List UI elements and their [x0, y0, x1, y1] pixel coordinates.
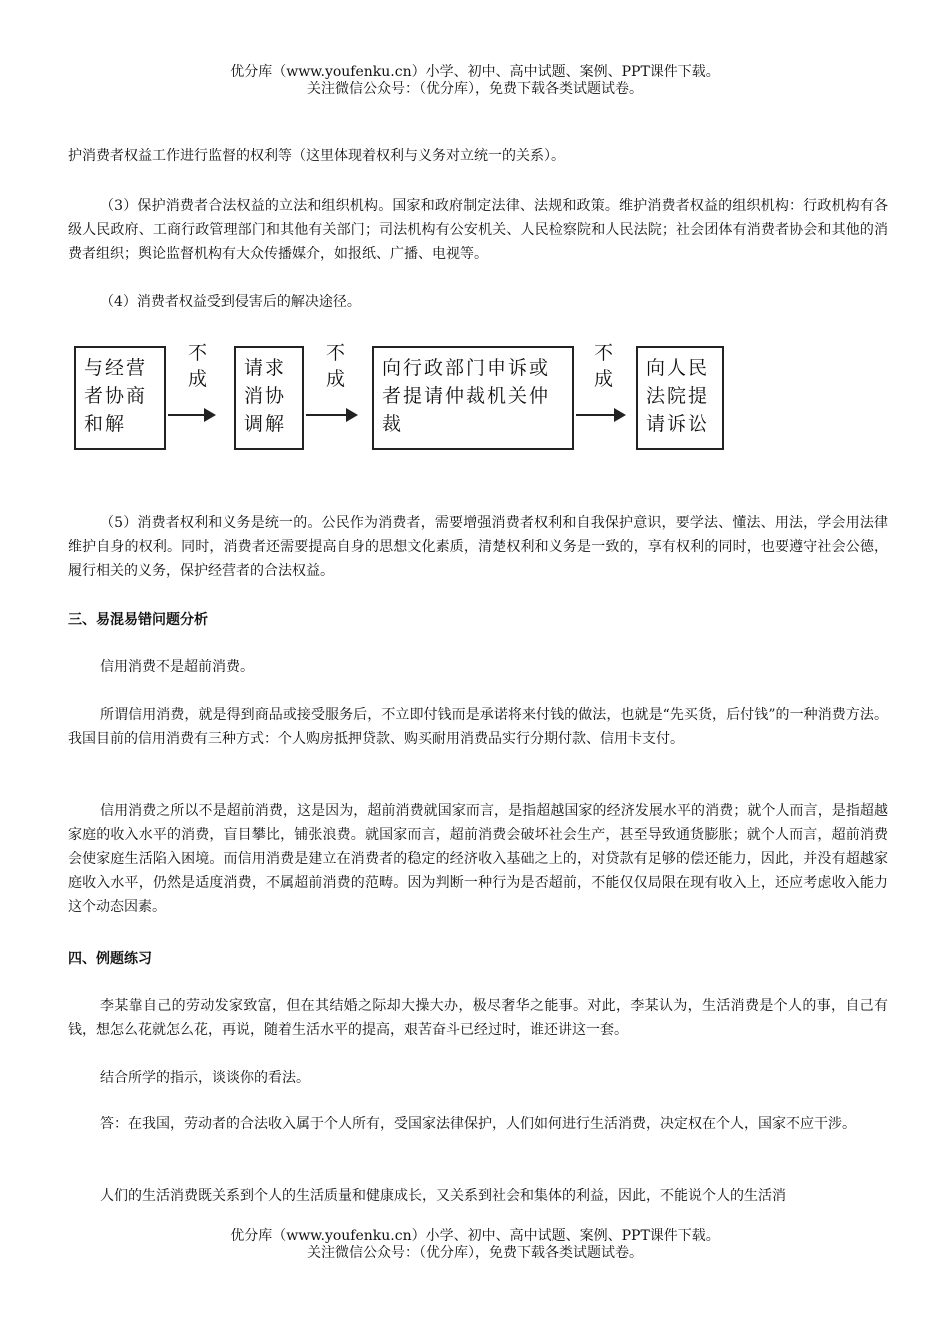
page-header	[0, 64, 950, 98]
section-4-title: 四、例题练习	[68, 951, 152, 967]
flow-label-2: 不成	[326, 342, 346, 390]
flow-box-court: 向人民法院提请诉讼	[636, 346, 724, 450]
header-line-1: 优分库（www.youfenku.cn）小学、初中、高中试题、案例、PPT课件下载。	[230, 64, 720, 80]
flow-arrow-2	[306, 414, 356, 416]
footer-line-2: 关注微信公众号：（优分库），免费下载各类试题试卷。	[307, 1245, 643, 1261]
paragraph-intro: 护消费者权益工作进行监督的权利等（这里体现着权利与义务对立统一的关系）。	[68, 148, 565, 164]
page-footer	[0, 1228, 950, 1262]
section-4-paragraph-1: 李某靠自己的劳动发家致富，但在其结婚之际却大操大办，极尽奢华之能事。对此，李某认为，生活消费是个人的事，自己有钱，想怎么花就怎么花，再说，随着生活水平的提高，艰苦奋斗已经过时，谁还讲这一套。	[68, 998, 888, 1038]
section-4-paragraph-4: 人们的生活消费既关系到个人的生活质量和健康成长，又关系到社会和集体的利益，因此，不能说个人的生活消	[100, 1188, 786, 1204]
paragraph-5: （5）消费者权利和义务是统一的。公民作为消费者，需要增强消费者权利和自我保护意识，要学法、懂法、用法，学会用法律维护自身的权利。同时，消费者还需要提高自身的思想文化素质，清楚权利和义务是一致的，享有权利的同时，也要遵守社会公德，履行相关的义务，保护经营者的合法权益。	[68, 515, 888, 579]
paragraph-4: （4）消费者权益受到侵害后的解决途径。	[100, 294, 361, 310]
flow-arrow-1	[168, 414, 214, 416]
paragraph-3: （3）保护消费者合法权益的立法和组织机构。国家和政府制定法律、法规和政策。维护消费者权益的组织机构：行政机构有各级人民政府、工商行政管理部门和其他有关部门；司法机构有公安机关、人民检察院和人民法院；社会团体有消费者协会和其他的消费者组织；舆论监督机构有大众传播媒介，如报纸、广播、电视等。	[68, 198, 888, 262]
flow-label-3: 不成	[594, 342, 614, 390]
flow-label-1: 不成	[188, 342, 208, 390]
section-4-paragraph-3: 答：在我国，劳动者的合法收入属于个人所有，受国家法律保护，人们如何进行生活消费，决定权在个人，国家不应干涉。	[100, 1116, 856, 1132]
section-3-paragraph-3: 信用消费之所以不是超前消费，这是因为，超前消费就国家而言，是指超越国家的经济发展水平的消费；就个人而言，是指超越家庭的收入水平的消费，盲目攀比，铺张浪费。就国家而言，超前消费会破坏社会生产，甚至导致通货膨胀；就个人而言，超前消费会使家庭生活陷入困境。而信用消费是建立在消费者的稳定的经济收入基础之上的，对贷款有足够的偿还能力，因此，并没有超越家庭收入水平，仍然是适度消费，不属超前消费的范畴。因为判断一种行为是否超前，不能仅仅局限在现有收入上，还应考虑收入能力这个动态因素。	[68, 803, 888, 915]
footer-line-1: 优分库（www.youfenku.cn）小学、初中、高中试题、案例、PPT课件下载。	[230, 1228, 720, 1244]
flow-arrow-3	[576, 414, 624, 416]
section-3-paragraph-2: 所谓信用消费，就是得到商品或接受服务后，不立即付钱而是承诺将来付钱的做法，也就是“先买货，后付钱”的一种消费方法。我国目前的信用消费有三种方式：个人购房抵押贷款、购买耐用消费品实行分期付款、信用卡支付。	[68, 707, 888, 747]
flow-box-administrative-arbitration: 向行政部门申诉或者提请仲裁机关仲裁	[372, 346, 574, 450]
header-line-2: 关注微信公众号：（优分库），免费下载各类试题试卷。	[307, 81, 643, 97]
section-3-title: 三、易混易错问题分析	[68, 612, 208, 628]
section-4-paragraph-2: 结合所学的指示，谈谈你的看法。	[100, 1070, 310, 1086]
resolution-flowchart	[68, 338, 738, 458]
section-3-paragraph-1: 信用消费不是超前消费。	[100, 659, 254, 675]
flow-box-negotiate: 与经营者协商和解	[74, 346, 166, 450]
flow-box-consumer-association: 请求消协调解	[234, 346, 304, 450]
